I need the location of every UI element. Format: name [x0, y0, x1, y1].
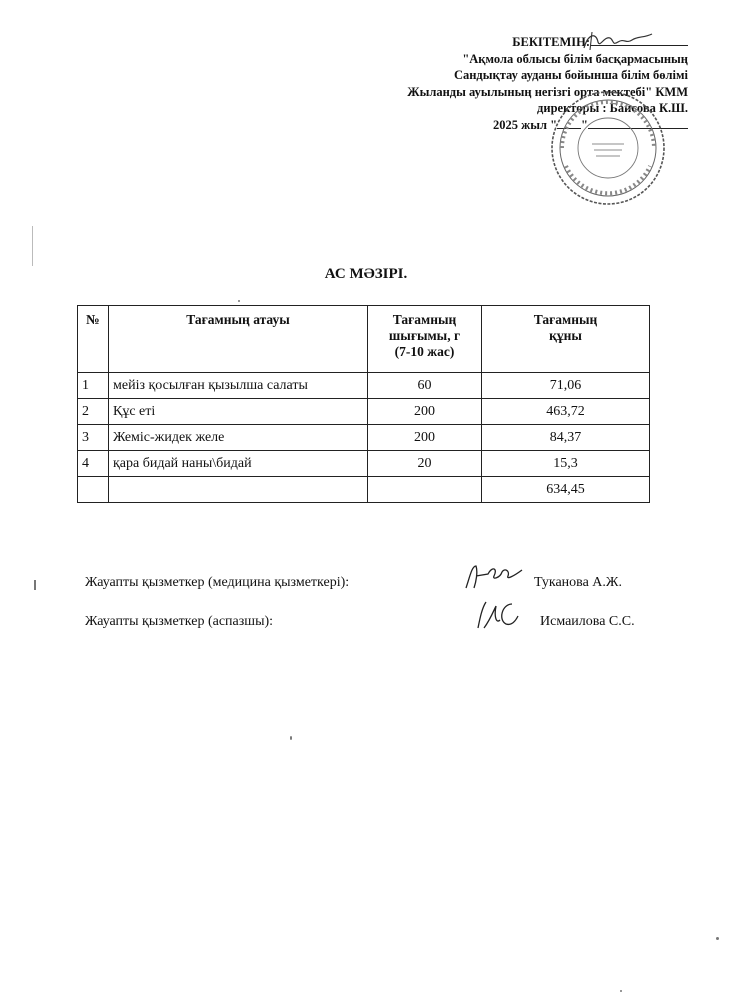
total-cost: 634,45	[482, 477, 650, 503]
header-cost: Тағамның құны	[482, 306, 650, 373]
approval-heading: БЕКІТЕМІН:	[407, 34, 688, 51]
table-row	[78, 425, 650, 451]
row-dish-name: қара бидай наны\бидай	[109, 451, 368, 477]
approval-line-2: Сандықтау ауданы бойынша білім бөлімі	[453, 68, 688, 82]
row-dish-name: Құс еті	[109, 399, 368, 425]
approval-line-3: Жыланды ауылының негізгі орта мектебі" КММ	[407, 84, 688, 99]
approval-line-4: директоры : Баисова К.Ш.	[537, 101, 688, 115]
scan-artifact	[238, 300, 240, 302]
row-number: 4	[78, 451, 109, 477]
table-total-row	[78, 477, 650, 503]
header-output: Тағамның шығымы, г (7-10 жас)	[368, 306, 482, 373]
table-header-row	[78, 306, 650, 373]
cook-label: Жауапты қызметкер (аспазшы):	[85, 614, 274, 629]
row-cost: 15,3	[482, 451, 650, 477]
scan-artifact	[34, 580, 36, 590]
header-dish-name: Тағамның атауы	[109, 306, 368, 373]
header-number: №	[78, 306, 109, 373]
row-number: 1	[78, 373, 109, 399]
approval-date-line: 2025 жыл " "	[407, 117, 688, 134]
row-cost: 84,37	[482, 425, 650, 451]
table-row	[78, 399, 650, 425]
row-number: 2	[78, 399, 109, 425]
approval-block	[407, 34, 688, 133]
cook-name: Исмаилова С.С.	[540, 614, 635, 629]
scan-artifact	[290, 736, 292, 740]
page-title: АС МӘЗІРІ.	[324, 266, 408, 282]
cook-signature-icon	[472, 598, 522, 632]
row-number: 3	[78, 425, 109, 451]
table-row	[78, 373, 650, 399]
scan-artifact	[32, 226, 33, 266]
approval-signature-line	[590, 45, 688, 46]
row-cost: 463,72	[482, 399, 650, 425]
medical-staff-label: Жауапты қызметкер (медицина қызметкері):	[85, 575, 350, 590]
row-cost: 71,06	[482, 373, 650, 399]
row-output: 60	[368, 373, 482, 399]
menu-table	[77, 305, 650, 503]
row-output: 20	[368, 451, 482, 477]
approval-line-1: "Ақмола облысы білім басқармасының	[462, 51, 688, 66]
scan-artifact	[716, 937, 719, 940]
table-row	[78, 451, 650, 477]
row-dish-name: Жеміс-жидек желе	[109, 425, 368, 451]
row-output: 200	[368, 399, 482, 425]
medical-staff-name: Туканова А.Ж.	[534, 575, 622, 590]
row-output: 200	[368, 425, 482, 451]
scan-artifact	[620, 990, 622, 992]
row-dish-name: мейіз қосылған қызылша салаты	[109, 373, 368, 399]
medical-signature-icon	[462, 562, 526, 592]
